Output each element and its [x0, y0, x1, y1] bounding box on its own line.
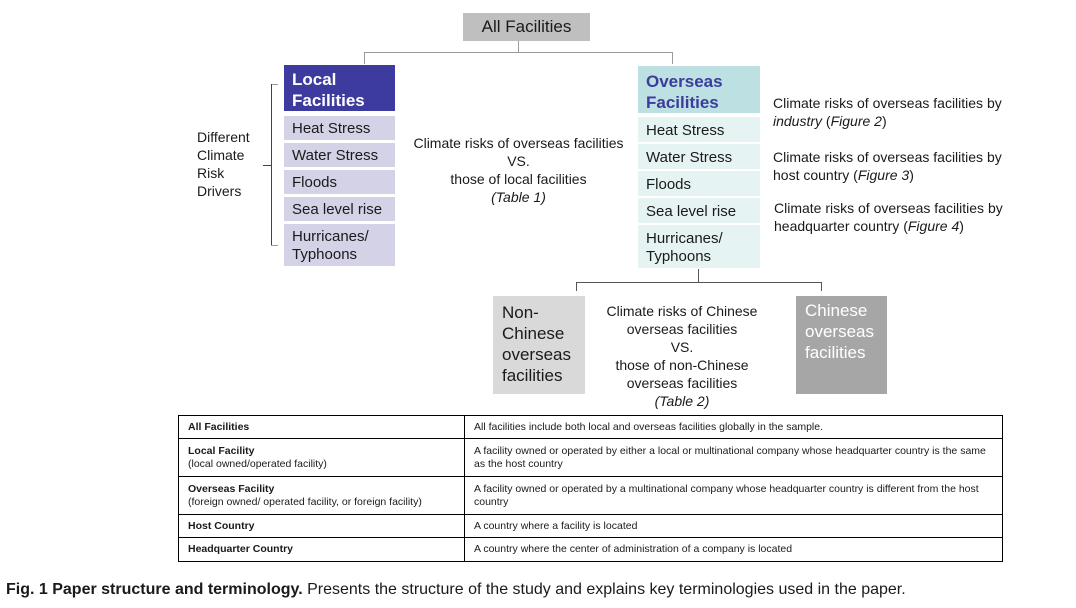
definition-cell: A country where the center of administration of a company is located [465, 538, 1003, 562]
local-facilities-header: Local Facilities [284, 65, 395, 111]
table-row [179, 515, 1003, 538]
overseas-item-sea-level-rise: Sea level rise [638, 198, 760, 223]
term-cell: Overseas Facility (foreign owned/ operated facility, or foreign facility) [179, 477, 465, 515]
local-item-water-stress: Water Stress [284, 143, 395, 167]
top-bracket-left [364, 52, 365, 64]
table-row [179, 439, 1003, 477]
local-item-sea-level-rise: Sea level rise [284, 197, 395, 221]
definition-cell: A facility owned or operated by a multinational company whose headquarter country is different from the host country [465, 477, 1003, 515]
overseas-item-hurricanes: Hurricanes/ Typhoons [638, 225, 760, 268]
local-item-heat-stress: Heat Stress [284, 116, 395, 140]
comparison-overseas-vs-local: Climate risks of overseas facilities VS. those of local facilities (Table 1) [400, 134, 637, 206]
term-cell: All Facilities [179, 416, 465, 439]
overseas-item-floods: Floods [638, 171, 760, 196]
top-bracket-bar [364, 52, 673, 53]
overseas-item-water-stress: Water Stress [638, 144, 760, 169]
figure-caption: Fig. 1 Paper structure and terminology. Presents the structure of the study and explains key terminologies used in the paper. [6, 581, 906, 598]
definition-cell: All facilities include both local and overseas facilities globally in the sample. [465, 416, 1003, 439]
top-bracket-stem [518, 41, 519, 52]
top-bracket-right [672, 52, 673, 64]
lower-bracket-stem [698, 269, 699, 282]
lower-bracket-left [576, 282, 577, 291]
term-cell: Headquarter Country [179, 538, 465, 562]
table-row [179, 416, 1003, 439]
overseas-facilities-header: Overseas Facilities [638, 66, 760, 113]
note-by-headquarter-country: Climate risks of overseas facilities by headquarter country (Figure 4) [774, 200, 1003, 234]
note-by-host-country: Climate risks of overseas facilities by host country (Figure 3) [773, 149, 1002, 183]
all-facilities-node: All Facilities [463, 13, 590, 41]
drivers-bracket-bottom [271, 245, 278, 246]
table-row [179, 538, 1003, 562]
local-item-hurricanes: Hurricanes/ Typhoons [284, 224, 395, 266]
drivers-bracket-top [271, 84, 278, 85]
chinese-overseas-node: Chinese overseas facilities [796, 296, 887, 394]
note-by-industry: Climate risks of overseas facilities by industry (Figure 2) [773, 95, 1002, 129]
overseas-item-heat-stress: Heat Stress [638, 117, 760, 142]
comparison-chinese-vs-non-chinese: Climate risks of Chinese overseas facilities VS. those of non-Chinese overseas facilities (Table 2) [590, 302, 774, 410]
table-2-reference: (Table 2) [654, 393, 710, 409]
term-cell: Host Country [179, 515, 465, 538]
definition-cell: A country where a facility is located [465, 515, 1003, 538]
terminology-table [178, 415, 1003, 562]
non-chinese-overseas-node: Non- Chinese overseas facilities [493, 296, 585, 394]
lower-bracket-right [821, 282, 822, 291]
lower-bracket-bar [576, 282, 822, 283]
definition-cell: A facility owned or operated by either a local or multinational company whose headquarter country is the same as the host country [465, 439, 1003, 477]
table-row [179, 477, 1003, 515]
term-cell: Local Facility (local owned/operated facility) [179, 439, 465, 477]
table-1-reference: (Table 1) [491, 189, 546, 205]
drivers-bracket-mid [263, 165, 272, 166]
drivers-label: Different Climate Risk Drivers [197, 129, 250, 199]
local-item-floods: Floods [284, 170, 395, 194]
